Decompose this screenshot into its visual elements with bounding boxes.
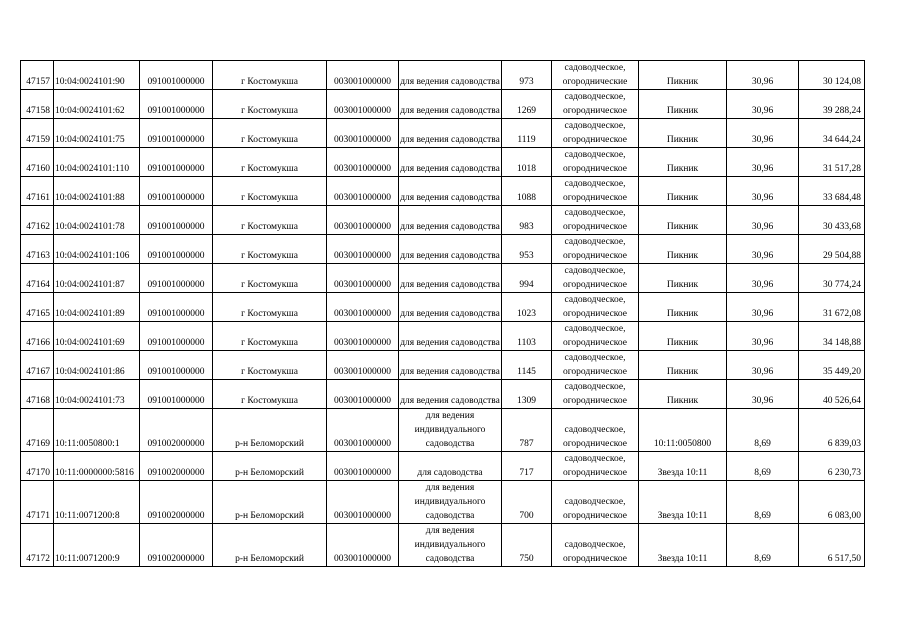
specific-value-cell: 30,96 (727, 61, 799, 90)
locality-cell: г Костомукша (213, 90, 327, 119)
table-row (21, 524, 865, 567)
cadastral-number-cell: 10:04:0024101:110 (54, 148, 140, 177)
oktmo-code-cell: 091001000000 (140, 351, 213, 380)
area-cell: 1145 (502, 351, 552, 380)
specific-value-cell: 30,96 (727, 148, 799, 177)
record-number-cell: 47168 (21, 380, 54, 409)
record-number-cell: 47164 (21, 264, 54, 293)
cadastral-value-cell: 30 433,68 (799, 206, 865, 235)
locality-cell: р-н Беломорский (213, 409, 327, 452)
table-row (21, 481, 865, 524)
record-number-cell: 47163 (21, 235, 54, 264)
category-code-cell: 003001000000 (327, 351, 399, 380)
category-code-cell: 003001000000 (327, 322, 399, 351)
oktmo-code-cell: 091001000000 (140, 119, 213, 148)
oktmo-code-cell: 091001000000 (140, 90, 213, 119)
table-row (21, 293, 865, 322)
table-row (21, 380, 865, 409)
category-code-cell: 003001000000 (327, 264, 399, 293)
land-category-cell: садоводческое, огородническое (552, 90, 639, 119)
locality-cell: г Костомукша (213, 61, 327, 90)
table-row (21, 409, 865, 452)
locality-cell: г Костомукша (213, 235, 327, 264)
record-number-cell: 47169 (21, 409, 54, 452)
area-cell: 1269 (502, 90, 552, 119)
locality-cell: г Костомукша (213, 119, 327, 148)
area-cell: 1088 (502, 177, 552, 206)
cadastral-number-cell: 10:11:0050800:1 (54, 409, 140, 452)
cadastral-value-cell: 30 774,24 (799, 264, 865, 293)
permitted-use-cell: для ведения садоводства (399, 61, 502, 90)
association-name-cell: Пикник (639, 119, 727, 148)
specific-value-cell: 30,96 (727, 322, 799, 351)
specific-value-cell: 8,69 (727, 524, 799, 567)
record-number-cell: 47166 (21, 322, 54, 351)
permitted-use-cell: для ведения индивидуального садоводства (399, 409, 502, 452)
area-cell: 1103 (502, 322, 552, 351)
permitted-use-cell: для ведения садоводства (399, 380, 502, 409)
cadastral-value-cell: 31 672,08 (799, 293, 865, 322)
cadastral-number-cell: 10:04:0024101:86 (54, 351, 140, 380)
category-code-cell: 003001000000 (327, 148, 399, 177)
cadastral-number-cell: 10:04:0024101:88 (54, 177, 140, 206)
oktmo-code-cell: 091001000000 (140, 322, 213, 351)
cadastral-number-cell: 10:11:0071200:9 (54, 524, 140, 567)
area-cell: 1119 (502, 119, 552, 148)
area-cell: 1018 (502, 148, 552, 177)
table-row (21, 90, 865, 119)
locality-cell: г Костомукша (213, 264, 327, 293)
category-code-cell: 003001000000 (327, 61, 399, 90)
record-number-cell: 47159 (21, 119, 54, 148)
permitted-use-cell: для ведения садоводства (399, 264, 502, 293)
locality-cell: г Костомукша (213, 293, 327, 322)
table-row (21, 61, 865, 90)
category-code-cell: 003001000000 (327, 524, 399, 567)
category-code-cell: 003001000000 (327, 90, 399, 119)
cadastral-value-cell: 40 526,64 (799, 380, 865, 409)
cadastral-value-cell: 6 083,00 (799, 481, 865, 524)
record-number-cell: 47167 (21, 351, 54, 380)
specific-value-cell: 30,96 (727, 264, 799, 293)
specific-value-cell: 30,96 (727, 351, 799, 380)
record-number-cell: 47158 (21, 90, 54, 119)
area-cell: 1023 (502, 293, 552, 322)
oktmo-code-cell: 091002000000 (140, 409, 213, 452)
cadastral-value-cell: 31 517,28 (799, 148, 865, 177)
table-body (21, 61, 865, 567)
association-name-cell: Звезда 10:11 (639, 452, 727, 481)
record-number-cell: 47157 (21, 61, 54, 90)
permitted-use-cell: для ведения индивидуального садоводства (399, 524, 502, 567)
table-row (21, 177, 865, 206)
category-code-cell: 003001000000 (327, 235, 399, 264)
cadastral-number-cell: 10:11:0000000:5816 (54, 452, 140, 481)
cadastral-value-cell: 35 449,20 (799, 351, 865, 380)
cadastral-value-cell: 34 148,88 (799, 322, 865, 351)
cadastral-number-cell: 10:11:0071200:8 (54, 481, 140, 524)
association-name-cell: Пикник (639, 351, 727, 380)
table-row (21, 119, 865, 148)
land-category-cell: садоводческое, огородническое (552, 177, 639, 206)
permitted-use-cell: для ведения садоводства (399, 119, 502, 148)
association-name-cell: Звезда 10:11 (639, 481, 727, 524)
association-name-cell: Пикник (639, 293, 727, 322)
cadastral-value-cell: 6 230,73 (799, 452, 865, 481)
area-cell: 787 (502, 409, 552, 452)
permitted-use-cell: для ведения садоводства (399, 206, 502, 235)
cadastral-value-cell: 39 288,24 (799, 90, 865, 119)
permitted-use-cell: для ведения садоводства (399, 177, 502, 206)
association-name-cell: Звезда 10:11 (639, 524, 727, 567)
cadastral-value-cell: 6 517,50 (799, 524, 865, 567)
association-name-cell: Пикник (639, 61, 727, 90)
locality-cell: р-н Беломорский (213, 452, 327, 481)
land-category-cell: садоводческое, огородническое (552, 524, 639, 567)
table-row (21, 452, 865, 481)
association-name-cell: Пикник (639, 90, 727, 119)
permitted-use-cell: для ведения садоводства (399, 351, 502, 380)
oktmo-code-cell: 091001000000 (140, 206, 213, 235)
area-cell: 700 (502, 481, 552, 524)
land-category-cell: садоводческое, огородническое (552, 293, 639, 322)
oktmo-code-cell: 091001000000 (140, 380, 213, 409)
permitted-use-cell: для ведения садоводства (399, 148, 502, 177)
category-code-cell: 003001000000 (327, 452, 399, 481)
association-name-cell: Пикник (639, 264, 727, 293)
oktmo-code-cell: 091001000000 (140, 177, 213, 206)
category-code-cell: 003001000000 (327, 409, 399, 452)
permitted-use-cell: для садоводства (399, 452, 502, 481)
table-row (21, 206, 865, 235)
locality-cell: г Костомукша (213, 380, 327, 409)
record-number-cell: 47161 (21, 177, 54, 206)
oktmo-code-cell: 091002000000 (140, 481, 213, 524)
cadastral-number-cell: 10:04:0024101:87 (54, 264, 140, 293)
category-code-cell: 003001000000 (327, 481, 399, 524)
cadastral-number-cell: 10:04:0024101:75 (54, 119, 140, 148)
cadastral-value-cell: 33 684,48 (799, 177, 865, 206)
land-category-cell: садоводческое, огородническое (552, 119, 639, 148)
locality-cell: р-н Беломорский (213, 524, 327, 567)
land-category-cell: садоводческое, огородническое (552, 409, 639, 452)
cadastral-number-cell: 10:04:0024101:73 (54, 380, 140, 409)
specific-value-cell: 30,96 (727, 235, 799, 264)
land-category-cell: садоводческое, огородническое (552, 235, 639, 264)
category-code-cell: 003001000000 (327, 206, 399, 235)
specific-value-cell: 30,96 (727, 177, 799, 206)
record-number-cell: 47165 (21, 293, 54, 322)
table-row (21, 351, 865, 380)
table-row (21, 322, 865, 351)
oktmo-code-cell: 091001000000 (140, 264, 213, 293)
category-code-cell: 003001000000 (327, 293, 399, 322)
cadastral-number-cell: 10:04:0024101:89 (54, 293, 140, 322)
cadastral-value-table (20, 60, 865, 567)
land-category-cell: садоводческое, огородническое (552, 380, 639, 409)
permitted-use-cell: для ведения индивидуального садоводства (399, 481, 502, 524)
locality-cell: г Костомукша (213, 148, 327, 177)
oktmo-code-cell: 091002000000 (140, 524, 213, 567)
record-number-cell: 47171 (21, 481, 54, 524)
category-code-cell: 003001000000 (327, 380, 399, 409)
oktmo-code-cell: 091001000000 (140, 61, 213, 90)
association-name-cell: Пикник (639, 206, 727, 235)
land-category-cell: садоводческое, огородническое (552, 481, 639, 524)
locality-cell: г Костомукша (213, 206, 327, 235)
record-number-cell: 47170 (21, 452, 54, 481)
specific-value-cell: 30,96 (727, 380, 799, 409)
permitted-use-cell: для ведения садоводства (399, 235, 502, 264)
oktmo-code-cell: 091002000000 (140, 452, 213, 481)
category-code-cell: 003001000000 (327, 119, 399, 148)
specific-value-cell: 30,96 (727, 90, 799, 119)
cadastral-number-cell: 10:04:0024101:62 (54, 90, 140, 119)
cadastral-value-cell: 30 124,08 (799, 61, 865, 90)
table-row (21, 148, 865, 177)
specific-value-cell: 30,96 (727, 119, 799, 148)
locality-cell: г Костомукша (213, 351, 327, 380)
cadastral-value-cell: 34 644,24 (799, 119, 865, 148)
association-name-cell: Пикник (639, 322, 727, 351)
area-cell: 983 (502, 206, 552, 235)
land-category-cell: садоводческое, огородническое (552, 206, 639, 235)
locality-cell: р-н Беломорский (213, 481, 327, 524)
area-cell: 994 (502, 264, 552, 293)
permitted-use-cell: для ведения садоводства (399, 322, 502, 351)
land-category-cell: садоводческое, огородническое (552, 322, 639, 351)
cadastral-value-cell: 6 839,03 (799, 409, 865, 452)
association-name-cell: Пикник (639, 148, 727, 177)
association-name-cell: 10:11:0050800 (639, 409, 727, 452)
area-cell: 953 (502, 235, 552, 264)
land-category-cell: садоводческое, огородническое (552, 351, 639, 380)
specific-value-cell: 30,96 (727, 206, 799, 235)
oktmo-code-cell: 091001000000 (140, 148, 213, 177)
association-name-cell: Пикник (639, 235, 727, 264)
specific-value-cell: 30,96 (727, 293, 799, 322)
category-code-cell: 003001000000 (327, 177, 399, 206)
permitted-use-cell: для ведения садоводства (399, 293, 502, 322)
association-name-cell: Пикник (639, 177, 727, 206)
cadastral-value-cell: 29 504,88 (799, 235, 865, 264)
cadastral-number-cell: 10:04:0024101:90 (54, 61, 140, 90)
specific-value-cell: 8,69 (727, 409, 799, 452)
specific-value-cell: 8,69 (727, 481, 799, 524)
locality-cell: г Костомукша (213, 322, 327, 351)
specific-value-cell: 8,69 (727, 452, 799, 481)
area-cell: 1309 (502, 380, 552, 409)
record-number-cell: 47162 (21, 206, 54, 235)
association-name-cell: Пикник (639, 380, 727, 409)
land-category-cell: садоводческое, огороднические (552, 61, 639, 90)
area-cell: 717 (502, 452, 552, 481)
record-number-cell: 47160 (21, 148, 54, 177)
table-row (21, 235, 865, 264)
locality-cell: г Костомукша (213, 177, 327, 206)
land-category-cell: садоводческое, огородническое (552, 264, 639, 293)
land-category-cell: садоводческое, огородническое (552, 452, 639, 481)
oktmo-code-cell: 091001000000 (140, 235, 213, 264)
cadastral-number-cell: 10:04:0024101:69 (54, 322, 140, 351)
record-number-cell: 47172 (21, 524, 54, 567)
area-cell: 750 (502, 524, 552, 567)
cadastral-number-cell: 10:04:0024101:106 (54, 235, 140, 264)
oktmo-code-cell: 091001000000 (140, 293, 213, 322)
permitted-use-cell: для ведения садоводства (399, 90, 502, 119)
area-cell: 973 (502, 61, 552, 90)
table-row (21, 264, 865, 293)
land-category-cell: садоводческое, огородническое (552, 148, 639, 177)
cadastral-number-cell: 10:04:0024101:78 (54, 206, 140, 235)
